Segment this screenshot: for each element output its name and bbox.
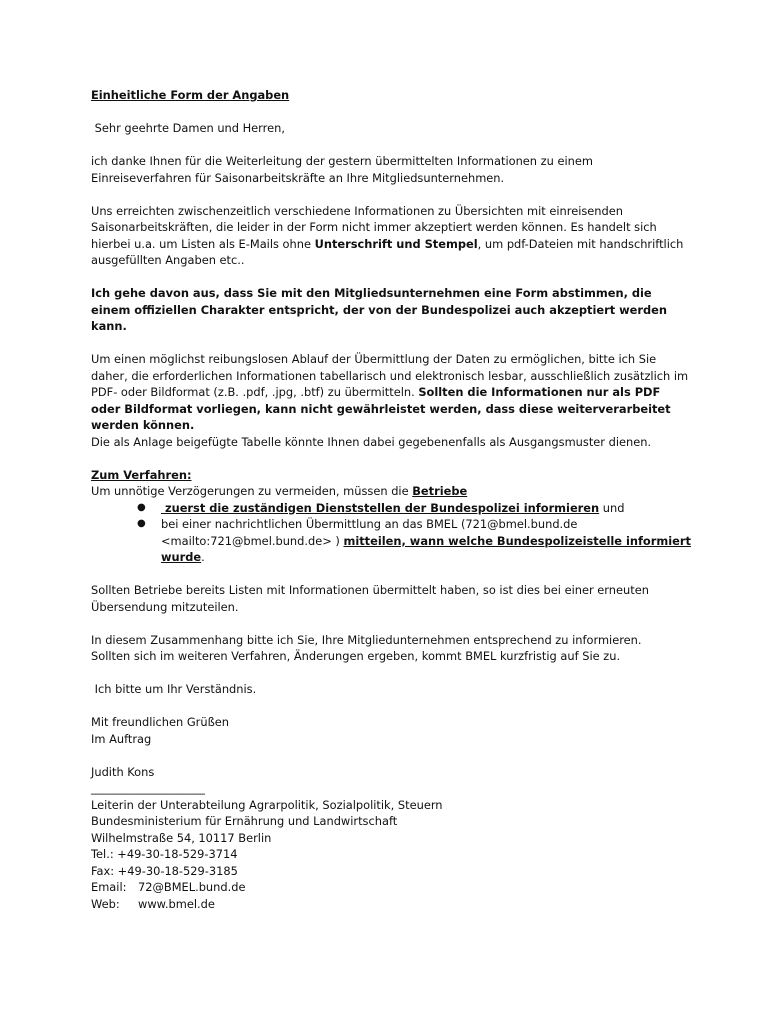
signature-email: Email: 72@BMEL.bund.de — [91, 880, 246, 894]
paragraph-existing-lists: Sollten Betriebe bereits Listen mit Informationen übermittelt haben, so ist dies bei einer erneuten Übersendung mitzuteilen. — [91, 583, 649, 614]
salutation: Sehr geehrte Damen und Herren, — [91, 121, 285, 135]
paragraph-thanks: ich danke Ihnen für die Weiterleitung der gestern übermittelten Informationen zu einem Einreiseverfahren für Saisonarbeitskräfte an Ihre Mitgliedsunternehmen. — [91, 154, 593, 185]
signature-block — [91, 780, 691, 912]
paragraph-further-procedure: Sollten sich im weiteren Verfahren, Änderungen ergeben, kommt BMEL kurzfristig auf Sie zu. — [91, 649, 621, 663]
signature-address: Wilhelmstraße 54, 10117 Berlin — [91, 830, 272, 845]
signature-web: Web: www.bmel.de — [91, 896, 215, 911]
signature-ministry: Bundesministerium für Ernährung und Landwirtschaft — [91, 814, 398, 828]
email-link[interactable]: 72@BMEL.bund.de — [138, 880, 246, 894]
page-title: Einheitliche Form der Angaben — [91, 88, 290, 102]
signer-name: Judith Kons — [91, 764, 155, 779]
signature-tel: Tel.: +49-30-18-529-3714 — [91, 847, 238, 861]
list-item: ● zuerst die zuständigen Dienststellen der Bundespolizei informieren und — [137, 500, 625, 515]
closing-on-behalf: Im Auftrag — [91, 731, 152, 746]
signature-fax: Fax: +49-30-18-529-3185 — [91, 863, 238, 878]
procedure-intro: Um unnötige Verzögerungen zu vermeiden, müssen die Betriebe — [91, 484, 468, 498]
procedure-list — [91, 500, 691, 566]
bullet-icon: ● — [137, 501, 146, 513]
procedure-heading: Zum Verfahren: — [91, 467, 192, 482]
bullet-icon: ● — [137, 518, 146, 529]
list-item: ● bei einer nachrichtlichen Übermittlung an das BMEL (721@bmel.bund.de <mailto:721@bmel.bund.de> ) mitteilen, wann welche Bundespolizeistelle informiert wurde. — [137, 517, 691, 564]
paragraph-inform-members: In diesem Zusammenhang bitte ich Sie, Ihre Mitgliedunternehmen entsprechend zu informieren. — [91, 632, 642, 647]
paragraph-received-info: Uns erreichten zwischenzeitlich verschiedene Informationen zu Übersichten mit einreisenden Saisonarbeitskräften, die leider in der Form nicht immer akzeptiert werden können. Es handelt sich hierbei u.a. um Listen als E-Mails ohne Unterschrift und Stempel, um pdf-Dateien mit handschriftlich ausgefüllten Angaben etc.. — [91, 203, 684, 267]
signature-rule: ____________________ — [91, 781, 205, 795]
paragraph-format-request: Um einen möglichst reibungslosen Ablauf der Übermittlung der Daten zu ermöglichen, bitte ich Sie daher, die erforderlichen Informationen tabellarisch und elektronisch lesbar, ausschließlich zusätzlich im PDF- oder Bildformat (z.B. .pdf, .jpg, .btf) zu übermitteln. Sollten die Informationen nur als PDF oder Bildformat vorliegen, kann nicht gewährleistet werden, dass diese weiterverarbeitet werden können. — [91, 352, 689, 432]
signature-position: Leiterin der Unterabteilung Agrarpolitik, Sozialpolitik, Steuern — [91, 797, 443, 812]
closing-greeting: Mit freundlichen Grüßen — [91, 715, 229, 729]
web-link[interactable]: www.bmel.de — [138, 896, 215, 911]
letter-body — [91, 87, 691, 912]
paragraph-attachment-note: Die als Anlage beigefügte Tabelle könnte Ihnen dabei gegebenenfalls als Ausgangsmuster dienen. — [91, 434, 652, 449]
paragraph-understanding: Ich bitte um Ihr Verständnis. — [91, 682, 257, 696]
paragraph-form-request: Ich gehe davon aus, dass Sie mit den Mitgliedsunternehmen eine Form abstimmen, die einem offiziellen Charakter entspricht, der von der Bundespolizei auch akzeptiert werden kann. — [91, 286, 667, 333]
